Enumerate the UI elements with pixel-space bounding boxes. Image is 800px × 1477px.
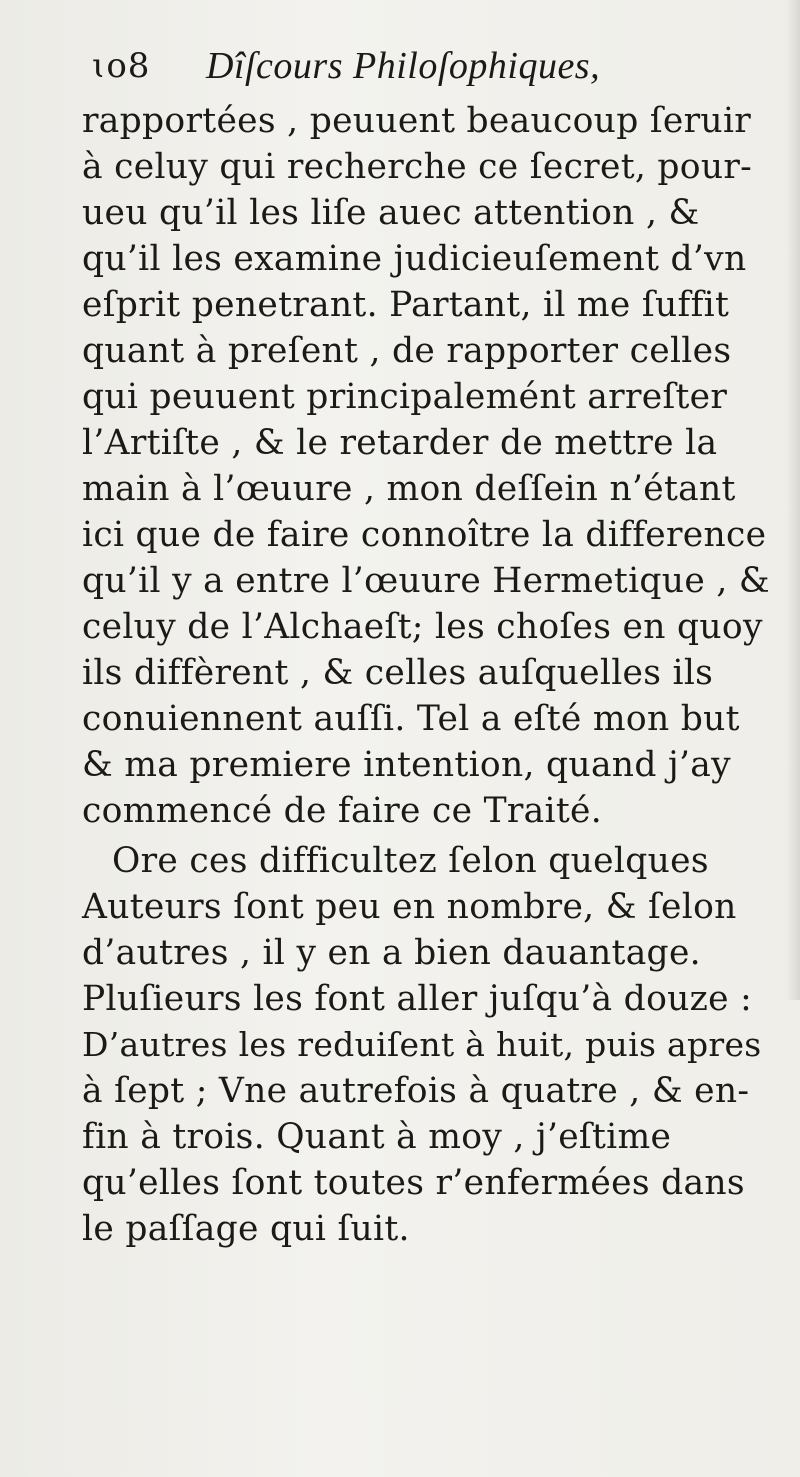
page-edge-shadow	[786, 0, 800, 1000]
text-line: le paſſage qui ſuit.	[82, 1209, 410, 1249]
text-line: ils diffèrent , & celles auſquelles ils	[82, 653, 714, 693]
text-line: & ma premiere intention, quand j’ay	[82, 745, 731, 785]
running-head: Dîſcours Philoſophiques,	[206, 45, 601, 87]
text-line: d’autres , il y en a bien dauantage.	[82, 933, 701, 973]
text-line: à celuy qui recherche ce ſecret, pour-	[82, 147, 753, 187]
text-line: eſprit penetrant. Partant, il me ſuffit	[82, 285, 730, 325]
text-line: ici que de faire connoître la difference	[82, 515, 767, 555]
text-line: commencé de faire ce Traité.	[82, 791, 603, 831]
page-number: ɩo8	[92, 46, 151, 86]
text-line: quant à preſent , de rapporter celles	[82, 331, 732, 371]
text-line: Auteurs ſont peu en nombre, & ſelon	[82, 887, 737, 927]
text-line: ueu qu’il les liſe auec attention , &	[82, 193, 700, 233]
text-line: l’Artiſte , & le retarder de mettre la	[82, 423, 718, 463]
text-line: qui peuuent principalemént arreſter	[82, 377, 728, 417]
text-line: celuy de l’Alchaeſt; les choſes en quoy	[82, 607, 763, 647]
text-line: Pluſieurs les font aller juſqu’à douze :	[82, 979, 753, 1019]
text-line: Ore ces difficultez ſelon quelques	[112, 841, 709, 881]
text-line: à ſept ; Vne autrefois à quatre , & en-	[82, 1071, 750, 1111]
text-line: fin à trois. Quant à moy , j’eſtime	[82, 1117, 672, 1157]
text-line: qu’il les examine judicieuſement d’vn	[82, 239, 747, 279]
text-line: conuiennent auſſi. Tel a eſté mon but	[82, 699, 740, 739]
text-line: main à l’œuure , mon deſſein n’étant	[82, 469, 736, 509]
text-line: rapportées , peuuent beaucoup ſeruir	[82, 101, 752, 141]
page-header	[78, 40, 738, 96]
text-line: qu’il y a entre l’œuure Hermetique , &	[82, 561, 770, 601]
text-line: qu’elles ſont toutes r’enfermées dans	[82, 1163, 745, 1203]
text-line: D’autres les reduiſent à huit, puis apres	[82, 1025, 762, 1064]
